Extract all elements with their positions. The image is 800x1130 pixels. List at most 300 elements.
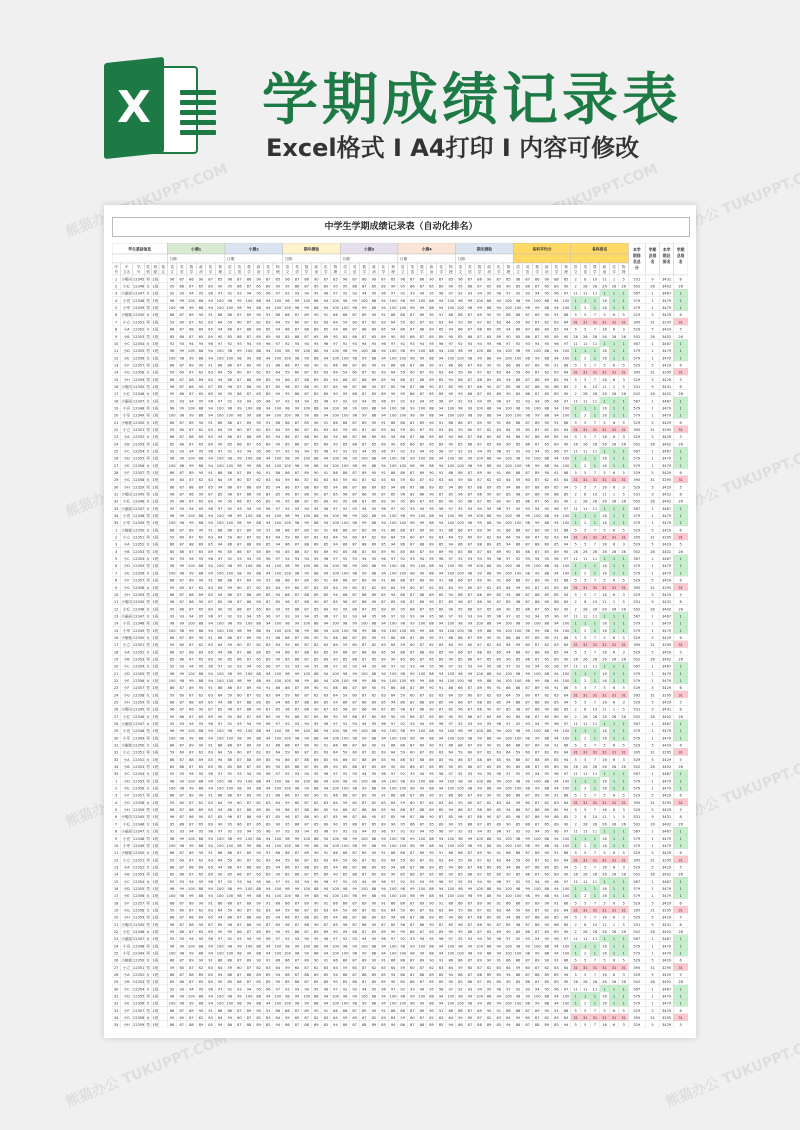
cell-value: 89 bbox=[381, 335, 386, 339]
cell-value: 87 bbox=[439, 277, 444, 281]
cell-value: 86 bbox=[343, 435, 348, 439]
cell-value: 26 bbox=[573, 442, 578, 446]
cell-value: 小丽丽 bbox=[121, 291, 132, 296]
cell-value: 93 bbox=[179, 342, 184, 346]
cell-value: 1 bbox=[623, 457, 625, 461]
cell-value: 62 bbox=[545, 478, 550, 482]
cell-value: 88 bbox=[372, 356, 377, 360]
cell-value: 88 bbox=[477, 435, 482, 439]
cell-value: 86 bbox=[218, 313, 223, 317]
cell-value: 90 bbox=[448, 392, 453, 396]
cell-value: 85 bbox=[266, 485, 271, 489]
cell-value: 86 bbox=[410, 285, 415, 289]
cell-value: 86 bbox=[304, 277, 309, 281]
cell-value: 男 bbox=[146, 348, 150, 353]
cell-value: 87 bbox=[352, 493, 357, 497]
cell-value: 26 bbox=[593, 500, 598, 504]
cell-value: 89 bbox=[439, 500, 444, 504]
cell-value: 65 bbox=[429, 550, 434, 554]
cell-value: 1班 bbox=[152, 370, 158, 375]
cell-value: 89 bbox=[362, 313, 367, 317]
cell-value: 59 bbox=[285, 536, 290, 540]
cell-value: 12346 bbox=[133, 500, 145, 504]
cell-value: 59 bbox=[516, 478, 521, 482]
cell-value: 92 bbox=[170, 292, 175, 296]
cell-value: 94 bbox=[391, 378, 396, 382]
cell-value: 65 bbox=[372, 285, 377, 289]
cell-value: 89 bbox=[199, 328, 204, 332]
cell-value: 85 bbox=[218, 277, 223, 281]
cell-value: 89 bbox=[256, 328, 261, 332]
cell-value: 88 bbox=[429, 457, 434, 461]
cell-value: 89 bbox=[324, 500, 329, 504]
cell-value: 87 bbox=[468, 485, 473, 489]
cell-value: 87 bbox=[304, 335, 309, 339]
cell-value: 88 bbox=[199, 514, 204, 518]
cell-value: 85 bbox=[324, 328, 329, 332]
cell-value: 94 bbox=[554, 299, 559, 303]
cell-value: 86 bbox=[285, 363, 290, 367]
cell-value: 97 bbox=[506, 557, 511, 561]
cell-value: 3429 bbox=[662, 378, 672, 382]
cell-value: 85 bbox=[506, 493, 511, 497]
cell-value: 529 bbox=[633, 363, 641, 367]
cell-value: 502 bbox=[633, 285, 640, 289]
cell-value: 88 bbox=[372, 464, 377, 468]
cell-value: 63 bbox=[324, 371, 329, 375]
cell-value: 86 bbox=[343, 378, 348, 382]
cell-value: 100 bbox=[390, 299, 398, 303]
cell-value: 95 bbox=[545, 507, 550, 511]
cell-value: 88 bbox=[189, 435, 194, 439]
cell-value: 1 bbox=[623, 299, 625, 303]
column-header-label: 语 bbox=[353, 269, 357, 274]
cell-value: 567 bbox=[633, 449, 640, 453]
cell-value: 89 bbox=[545, 328, 550, 332]
cell-value: 98 bbox=[352, 356, 357, 360]
cell-value: 64 bbox=[391, 428, 396, 432]
cell-value: 95 bbox=[545, 399, 550, 403]
cell-value: 6 bbox=[680, 363, 683, 367]
cell-value: 2 bbox=[574, 277, 576, 281]
cell-value: 31 bbox=[650, 428, 655, 432]
cell-value: 60 bbox=[295, 428, 300, 432]
cell-value: 小B bbox=[124, 441, 131, 446]
cell-value: 1 bbox=[680, 464, 682, 468]
cell-value: 60 bbox=[525, 478, 530, 482]
table-cell bbox=[159, 318, 167, 325]
cell-value: 96 bbox=[400, 493, 405, 497]
column-header-label: 化 bbox=[266, 264, 270, 269]
cell-value: 85 bbox=[391, 385, 396, 389]
cell-value: 1 bbox=[623, 521, 625, 525]
cell-value: 100 bbox=[284, 464, 292, 468]
cell-value: 100 bbox=[505, 356, 513, 360]
cell-value: 86 bbox=[170, 528, 175, 532]
column-header-label: 物 bbox=[334, 264, 338, 269]
cell-value: 91 bbox=[324, 421, 329, 425]
date-cell bbox=[571, 254, 629, 263]
watermark-text: 熊猫办公 bbox=[63, 438, 231, 521]
cell-value: 86 bbox=[410, 500, 415, 504]
column-header-label: 英 bbox=[295, 264, 299, 269]
cell-value: 87 bbox=[535, 478, 540, 482]
cell-value: 99 bbox=[304, 414, 309, 418]
column-header-label: 物 bbox=[622, 264, 626, 269]
cell-value: 87 bbox=[179, 543, 184, 547]
cell-value: 94 bbox=[266, 564, 271, 568]
cell-value: 96 bbox=[285, 385, 290, 389]
cell-value: 12359 bbox=[133, 378, 145, 382]
cell-value: 87 bbox=[535, 320, 540, 324]
column-header-label: 数 bbox=[190, 264, 194, 269]
cell-value: 87 bbox=[179, 471, 184, 475]
cell-value: 100 bbox=[505, 349, 513, 353]
cell-value: 1班 bbox=[152, 355, 158, 360]
cell-value: 6 bbox=[613, 313, 616, 317]
cell-value: 85 bbox=[458, 550, 463, 554]
cell-value: 88 bbox=[256, 464, 261, 468]
cell-value: 7 bbox=[594, 328, 596, 332]
cell-value: 87 bbox=[477, 500, 482, 504]
cell-value: 87 bbox=[352, 543, 357, 547]
table-cell bbox=[159, 383, 167, 390]
cell-value: 95 bbox=[314, 557, 319, 561]
cell-value: 5 bbox=[574, 435, 576, 439]
cell-value: 100 bbox=[226, 521, 234, 525]
table-cell bbox=[159, 569, 167, 576]
cell-value: 31 bbox=[573, 478, 578, 482]
cell-value: 1 bbox=[651, 514, 653, 518]
cell-value: 100 bbox=[361, 457, 369, 461]
cell-value: 63 bbox=[324, 320, 329, 324]
cell-value: 98 bbox=[516, 349, 521, 353]
cell-value: 100 bbox=[390, 564, 398, 568]
cell-value: 86 bbox=[458, 378, 463, 382]
cell-value: 62 bbox=[429, 371, 434, 375]
cell-value: 100 bbox=[534, 406, 542, 410]
cell-value: 94 bbox=[420, 292, 425, 296]
cell-value: 88 bbox=[545, 521, 550, 525]
column-header-label: 文 bbox=[170, 269, 174, 274]
table-cell bbox=[159, 454, 167, 461]
column-header-label: 语 bbox=[343, 264, 347, 269]
cell-value: 88 bbox=[247, 485, 252, 489]
cell-value: 85 bbox=[333, 493, 338, 497]
cell-value: 85 bbox=[324, 485, 329, 489]
cell-value: 31 bbox=[593, 428, 598, 432]
cell-value: 85 bbox=[516, 335, 521, 339]
cell-value: 16 bbox=[602, 406, 607, 410]
cell-value: 31 bbox=[573, 371, 578, 375]
cell-value: 100 bbox=[274, 306, 282, 310]
cell-value: 579 bbox=[633, 457, 641, 461]
cell-value: 87 bbox=[189, 442, 194, 446]
cell-value: 63 bbox=[381, 320, 386, 324]
cell-value: 65 bbox=[256, 285, 261, 289]
cell-value: 女 bbox=[146, 327, 150, 332]
cell-value: 88 bbox=[429, 464, 434, 468]
cell-value: 85 bbox=[218, 493, 223, 497]
cell-value: 93 bbox=[295, 342, 300, 346]
cell-value: 90 bbox=[218, 550, 223, 554]
cell-value: 89 bbox=[496, 285, 501, 289]
cell-value: 92 bbox=[343, 507, 348, 511]
cell-value: 87 bbox=[237, 328, 242, 332]
column-header-label: 英 bbox=[353, 264, 357, 269]
cell-value: 99 bbox=[468, 349, 473, 353]
cell-value: 62 bbox=[199, 478, 204, 482]
cell-value: 女 bbox=[146, 398, 150, 403]
cell-value: 100 bbox=[303, 349, 311, 353]
cell-value: 男 bbox=[146, 456, 150, 461]
cell-value: 86 bbox=[410, 442, 415, 446]
cell-value: 99 bbox=[362, 414, 367, 418]
cell-value: 395 bbox=[633, 371, 640, 375]
cell-value: 99 bbox=[362, 521, 367, 525]
cell-value: 100 bbox=[563, 349, 571, 353]
cell-value: 59 bbox=[228, 536, 233, 540]
cell-value: 90 bbox=[372, 363, 377, 367]
cell-value: 98 bbox=[228, 299, 233, 303]
cell-value: 88 bbox=[304, 435, 309, 439]
cell-value: 65 bbox=[487, 500, 492, 504]
cell-value: 2 bbox=[584, 521, 586, 525]
cell-value: 86 bbox=[564, 471, 569, 475]
cell-value: 85 bbox=[448, 277, 453, 281]
cell-value: 1 bbox=[613, 342, 615, 346]
cell-value: 17 bbox=[114, 392, 119, 396]
cell-value: 26 bbox=[650, 392, 655, 396]
cell-value: 86 bbox=[285, 313, 290, 317]
cell-value: 85 bbox=[276, 277, 281, 281]
cell-value: 1班 bbox=[152, 362, 158, 367]
cell-value: 95 bbox=[487, 507, 492, 511]
cell-value: 12345 bbox=[133, 493, 144, 497]
cell-value: 12349 bbox=[133, 306, 145, 310]
cell-value: 90 bbox=[429, 528, 434, 532]
cell-value: 5 bbox=[603, 363, 605, 367]
cell-value: 97 bbox=[218, 342, 223, 346]
cell-value: 89 bbox=[554, 285, 559, 289]
cell-value: 7 bbox=[594, 378, 596, 382]
cell-value: 59 bbox=[228, 428, 233, 432]
cell-value: 87 bbox=[362, 335, 367, 339]
cell-value: 1 bbox=[623, 399, 625, 403]
cell-value: 96 bbox=[496, 507, 501, 511]
cell-value: 98 bbox=[170, 514, 175, 518]
cell-value: 98 bbox=[285, 406, 290, 410]
cell-value: 87 bbox=[525, 313, 530, 317]
cell-value: 96 bbox=[496, 342, 501, 346]
cell-value: 11 bbox=[573, 292, 578, 296]
cell-value: 100 bbox=[447, 564, 455, 568]
cell-value: 90 bbox=[545, 277, 550, 281]
cell-value: 6 bbox=[115, 564, 118, 568]
cell-value: 85 bbox=[554, 378, 559, 382]
cell-value: 88 bbox=[420, 378, 425, 382]
cell-value: 89 bbox=[199, 378, 204, 382]
cell-value: 95 bbox=[228, 392, 233, 396]
cell-value: 87 bbox=[179, 421, 184, 425]
cell-value: 100 bbox=[534, 514, 542, 518]
cell-value: 94 bbox=[333, 378, 338, 382]
cell-value: 12356 bbox=[133, 356, 145, 360]
cell-value: 94 bbox=[391, 485, 396, 489]
cell-value: 1 bbox=[613, 457, 615, 461]
cell-value: 5 bbox=[584, 328, 586, 332]
cell-value: 89 bbox=[381, 442, 386, 446]
cell-value: 1 bbox=[603, 449, 605, 453]
cell-value: 85 bbox=[170, 550, 175, 554]
cell-value: 100 bbox=[342, 464, 350, 468]
cell-value: 女 bbox=[146, 477, 150, 482]
table-cell bbox=[159, 418, 167, 425]
cell-value: 93 bbox=[525, 449, 530, 453]
cell-value: 88 bbox=[487, 521, 492, 525]
cell-value: 85 bbox=[228, 442, 233, 446]
cell-value: 86 bbox=[179, 442, 184, 446]
table-cell bbox=[159, 461, 167, 468]
cell-value: 12 bbox=[114, 356, 119, 360]
cell-value: 100 bbox=[390, 414, 398, 418]
cell-value: 100 bbox=[476, 299, 484, 303]
cell-value: 65 bbox=[256, 442, 261, 446]
cell-value: 59 bbox=[343, 428, 348, 432]
cell-value: 85 bbox=[564, 385, 569, 389]
cell-value: 63 bbox=[266, 536, 271, 540]
cell-value: 1 bbox=[574, 306, 576, 310]
cell-value: 98 bbox=[400, 457, 405, 461]
spreadsheet-page bbox=[104, 205, 696, 1038]
cell-value: 86 bbox=[420, 385, 425, 389]
cell-value: 85 bbox=[391, 277, 396, 281]
cell-value: 1 bbox=[584, 457, 586, 461]
cell-value: 60 bbox=[352, 371, 357, 375]
cell-value: 98 bbox=[170, 564, 175, 568]
cell-value: 86 bbox=[564, 363, 569, 367]
group-header-label: 本学 bbox=[663, 247, 671, 252]
cell-value: 100 bbox=[447, 457, 455, 461]
cell-value: 59 bbox=[343, 320, 348, 324]
cell-value: 1 bbox=[613, 564, 615, 568]
cell-value: 97 bbox=[333, 342, 338, 346]
cell-value: 100 bbox=[534, 564, 542, 568]
cell-value: 100 bbox=[418, 406, 426, 410]
cell-value: 100 bbox=[505, 514, 513, 518]
cell-value: 11 bbox=[583, 342, 588, 346]
column-header-label: 治 bbox=[487, 269, 491, 274]
cell-value: 小A bbox=[124, 542, 131, 547]
cell-value: 16 bbox=[602, 521, 607, 525]
cell-value: 65 bbox=[314, 500, 319, 504]
cell-value: 86 bbox=[333, 313, 338, 317]
cell-value: 95 bbox=[429, 507, 434, 511]
cell-value: 94 bbox=[247, 449, 252, 453]
table-cell bbox=[159, 368, 167, 375]
cell-value: 64 bbox=[564, 371, 569, 375]
cell-value: 65 bbox=[199, 500, 204, 504]
cell-value: 86 bbox=[295, 392, 300, 396]
cell-value: 99 bbox=[247, 306, 252, 310]
cell-value: 98 bbox=[516, 406, 521, 410]
cell-value: 98 bbox=[343, 349, 348, 353]
cell-value: 90 bbox=[256, 471, 261, 475]
cell-value: 89 bbox=[429, 378, 434, 382]
cell-value: 100 bbox=[390, 406, 398, 410]
cell-value: 89 bbox=[266, 392, 271, 396]
cell-value: 86 bbox=[295, 285, 300, 289]
cell-value: 87 bbox=[352, 328, 357, 332]
cell-value: 99 bbox=[420, 521, 425, 525]
cell-value: 1 bbox=[574, 349, 576, 353]
cell-value: 89 bbox=[496, 442, 501, 446]
cell-value: 98 bbox=[179, 356, 184, 360]
column-header-label: 英 bbox=[180, 264, 184, 269]
cell-value: 女 bbox=[146, 570, 150, 575]
cell-value: 92 bbox=[343, 449, 348, 453]
cell-value: 88 bbox=[429, 521, 434, 525]
cell-value: 1班 bbox=[152, 405, 158, 410]
cell-value: 60 bbox=[179, 428, 184, 432]
cell-value: 1 bbox=[574, 356, 576, 360]
cell-value: 59 bbox=[285, 320, 290, 324]
cell-value: 1班 bbox=[152, 312, 158, 317]
cell-value: 21 bbox=[114, 421, 119, 425]
cell-value: 26 bbox=[621, 285, 626, 289]
cell-value: 87 bbox=[410, 385, 415, 389]
cell-value: 94 bbox=[420, 557, 425, 561]
cell-value: 87 bbox=[208, 277, 213, 281]
cell-value: 60 bbox=[352, 478, 357, 482]
cell-value: 88 bbox=[314, 514, 319, 518]
cell-value: 60 bbox=[237, 428, 242, 432]
cell-value: 86 bbox=[285, 485, 290, 489]
cell-value: 95 bbox=[487, 557, 492, 561]
cell-value: 91 bbox=[208, 363, 213, 367]
cell-value: 65 bbox=[429, 285, 434, 289]
cell-value: 100 bbox=[534, 349, 542, 353]
cell-value: 小红 bbox=[123, 499, 131, 504]
cell-value: 87 bbox=[295, 385, 300, 389]
cell-value: 87 bbox=[237, 485, 242, 489]
cell-value: 90 bbox=[564, 442, 569, 446]
cell-value: 89 bbox=[256, 543, 261, 547]
cell-value: 100 bbox=[332, 299, 340, 303]
cell-value: 100 bbox=[361, 564, 369, 568]
cell-value: 94 bbox=[266, 521, 271, 525]
cell-value: 12351 bbox=[133, 428, 144, 432]
cell-value: 63 bbox=[496, 428, 501, 432]
cell-value: 87 bbox=[410, 378, 415, 382]
cell-value: 86 bbox=[516, 528, 521, 532]
cell-value: 62 bbox=[429, 478, 434, 482]
cell-value: 85 bbox=[496, 378, 501, 382]
cell-value: 99 bbox=[295, 564, 300, 568]
cell-value: 1班 bbox=[152, 556, 158, 561]
column-header-label: 理 bbox=[218, 269, 222, 274]
table-cell bbox=[159, 289, 167, 296]
cell-value: 95 bbox=[314, 507, 319, 511]
cell-value: 96 bbox=[343, 277, 348, 281]
cell-value: 88 bbox=[247, 435, 252, 439]
cell-value: 95 bbox=[256, 449, 261, 453]
cell-value: 94 bbox=[381, 306, 386, 310]
cell-value: 5 bbox=[584, 528, 586, 532]
cell-value: 99 bbox=[535, 464, 540, 468]
cell-value: 94 bbox=[218, 328, 223, 332]
cell-value: 1班 bbox=[152, 434, 158, 439]
